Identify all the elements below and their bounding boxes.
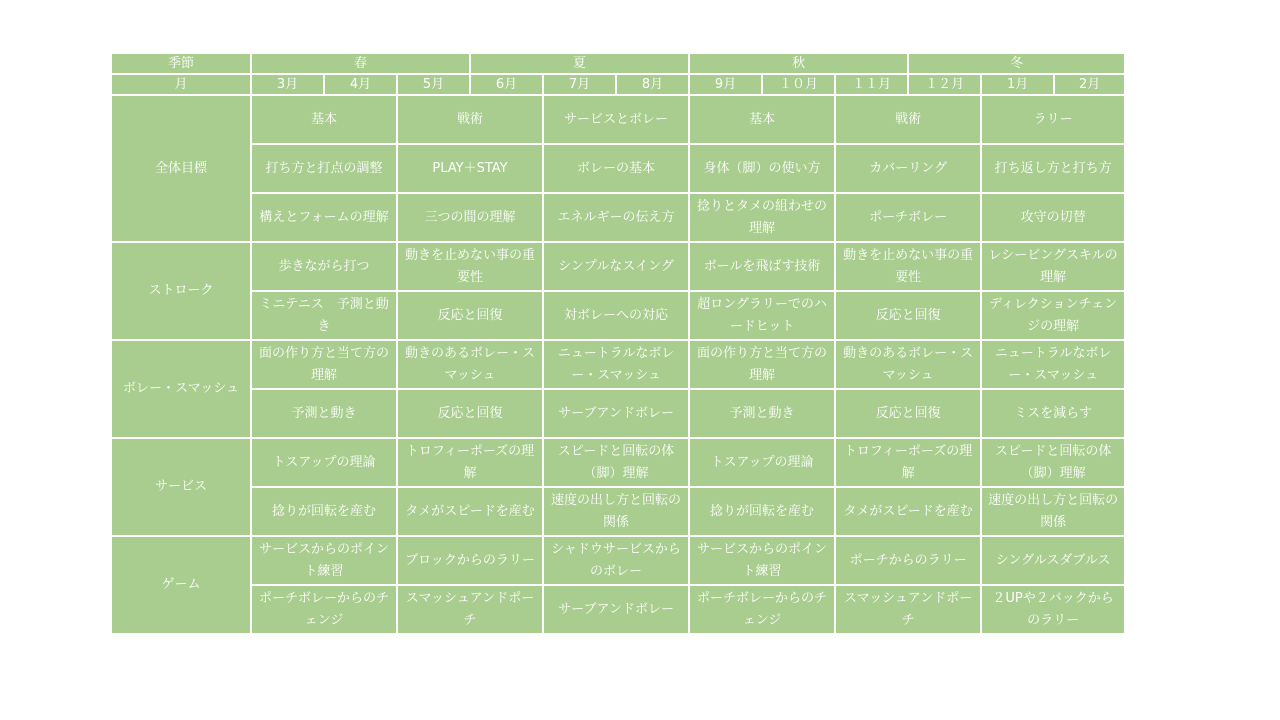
plan-cell: ポーチボレーからのチェンジ	[689, 585, 835, 634]
plan-cell: 予測と動き	[689, 389, 835, 438]
period-header: 戦術	[835, 95, 981, 144]
plan-cell: 動きを止めない事の重要性	[835, 242, 981, 291]
plan-cell: ミニテニス 予測と動き	[251, 291, 397, 340]
plan-cell: 超ロングラリーでのハードヒット	[689, 291, 835, 340]
plan-cell: 面の作り方と当て方の理解	[251, 340, 397, 389]
plan-cell: ニュートラルなボレー・スマッシュ	[981, 340, 1125, 389]
plan-cell: シンプルなスイング	[543, 242, 689, 291]
training-plan-frame	[110, 52, 1124, 635]
season-label: 季節	[111, 53, 251, 74]
season-spring: 春	[251, 53, 470, 74]
season-header-row	[111, 53, 1125, 74]
plan-cell: 捻りが回転を産む	[251, 487, 397, 536]
plan-cell: 身体（脚）の使い方	[689, 144, 835, 193]
table-row	[111, 389, 1125, 438]
category-stroke: ストローク	[111, 242, 251, 340]
table-row	[111, 193, 1125, 242]
plan-cell: スピードと回転の体（脚）理解	[543, 438, 689, 487]
plan-cell: 反応と回復	[397, 389, 543, 438]
plan-cell: ミスを減らす	[981, 389, 1125, 438]
month-label: 月	[111, 74, 251, 95]
table-row	[111, 438, 1125, 487]
training-plan-table	[110, 52, 1126, 635]
month-header-row	[111, 74, 1125, 95]
plan-cell: ポーチからのラリー	[835, 536, 981, 585]
plan-cell: ２UPや２バックからのラリー	[981, 585, 1125, 634]
plan-cell: 速度の出し方と回転の関係	[981, 487, 1125, 536]
plan-cell: 動きのあるボレー・スマッシュ	[397, 340, 543, 389]
month-cell: １０月	[762, 74, 835, 95]
month-cell: 8月	[616, 74, 689, 95]
month-cell: １２月	[908, 74, 981, 95]
month-cell: 6月	[470, 74, 543, 95]
plan-cell: ボレーの基本	[543, 144, 689, 193]
plan-cell: 歩きながら打つ	[251, 242, 397, 291]
month-cell: １１月	[835, 74, 908, 95]
plan-cell: ポーチボレー	[835, 193, 981, 242]
month-cell: 2月	[1054, 74, 1125, 95]
month-cell: 9月	[689, 74, 762, 95]
plan-cell: 打ち方と打点の調整	[251, 144, 397, 193]
plan-cell: タメがスピードを産む	[397, 487, 543, 536]
category-overall-goals: 全体目標	[111, 95, 251, 242]
plan-cell: 三つの間の理解	[397, 193, 543, 242]
plan-cell: 捻りが回転を産む	[689, 487, 835, 536]
season-summer: 夏	[470, 53, 689, 74]
table-row	[111, 242, 1125, 291]
month-cell: 7月	[543, 74, 616, 95]
plan-cell: レシービングスキルの理解	[981, 242, 1125, 291]
category-volley-smash: ボレー・スマッシュ	[111, 340, 251, 438]
season-winter: 冬	[908, 53, 1125, 74]
plan-cell: シングルスダブルス	[981, 536, 1125, 585]
plan-cell: 速度の出し方と回転の関係	[543, 487, 689, 536]
plan-cell: サービスからのポイント練習	[689, 536, 835, 585]
period-header: ラリー	[981, 95, 1125, 144]
plan-cell: スマッシュアンドポーチ	[397, 585, 543, 634]
month-cell: 4月	[324, 74, 397, 95]
plan-cell: スピードと回転の体（脚）理解	[981, 438, 1125, 487]
period-header: サービスとボレー	[543, 95, 689, 144]
plan-cell: サーブアンドボレー	[543, 389, 689, 438]
table-row	[111, 340, 1125, 389]
plan-cell: 反応と回復	[835, 291, 981, 340]
table-row	[111, 585, 1125, 634]
plan-cell: トロフィーポーズの理解	[835, 438, 981, 487]
plan-cell: 動きを止めない事の重要性	[397, 242, 543, 291]
plan-cell: 打ち返し方と打ち方	[981, 144, 1125, 193]
plan-cell: ポーチボレーからのチェンジ	[251, 585, 397, 634]
plan-cell: トスアップの理論	[689, 438, 835, 487]
plan-cell: トロフィーポーズの理解	[397, 438, 543, 487]
plan-cell: ニュートラルなボレー・スマッシュ	[543, 340, 689, 389]
plan-cell: タメがスピードを産む	[835, 487, 981, 536]
table-row	[111, 144, 1125, 193]
table-row	[111, 95, 1125, 144]
plan-cell: 攻守の切替	[981, 193, 1125, 242]
plan-cell: PLAY＋STAY	[397, 144, 543, 193]
period-header: 基本	[689, 95, 835, 144]
month-cell: 5月	[397, 74, 470, 95]
plan-cell: 対ボレーへの対応	[543, 291, 689, 340]
table-row	[111, 291, 1125, 340]
plan-cell: 反応と回復	[397, 291, 543, 340]
plan-cell: サーブアンドボレー	[543, 585, 689, 634]
season-autumn: 秋	[689, 53, 908, 74]
plan-cell: シャドウサービスからのボレー	[543, 536, 689, 585]
category-game: ゲーム	[111, 536, 251, 634]
plan-cell: 反応と回復	[835, 389, 981, 438]
plan-cell: エネルギーの伝え方	[543, 193, 689, 242]
plan-cell: スマッシュアンドポーチ	[835, 585, 981, 634]
category-service: サービス	[111, 438, 251, 536]
plan-cell: 予測と動き	[251, 389, 397, 438]
plan-cell: 構えとフォームの理解	[251, 193, 397, 242]
plan-cell: カバーリング	[835, 144, 981, 193]
plan-cell: ブロックからのラリー	[397, 536, 543, 585]
plan-cell: 動きのあるボレー・スマッシュ	[835, 340, 981, 389]
period-header: 基本	[251, 95, 397, 144]
plan-cell: 面の作り方と当て方の理解	[689, 340, 835, 389]
month-cell: 3月	[251, 74, 324, 95]
plan-cell: サービスからのポイント練習	[251, 536, 397, 585]
plan-cell: 捻りとタメの組わせの理解	[689, 193, 835, 242]
plan-cell: ディレクションチェンジの理解	[981, 291, 1125, 340]
period-header: 戦術	[397, 95, 543, 144]
table-row	[111, 536, 1125, 585]
month-cell: 1月	[981, 74, 1054, 95]
plan-cell: ボールを飛ばす技術	[689, 242, 835, 291]
plan-cell: トスアップの理論	[251, 438, 397, 487]
table-row	[111, 487, 1125, 536]
